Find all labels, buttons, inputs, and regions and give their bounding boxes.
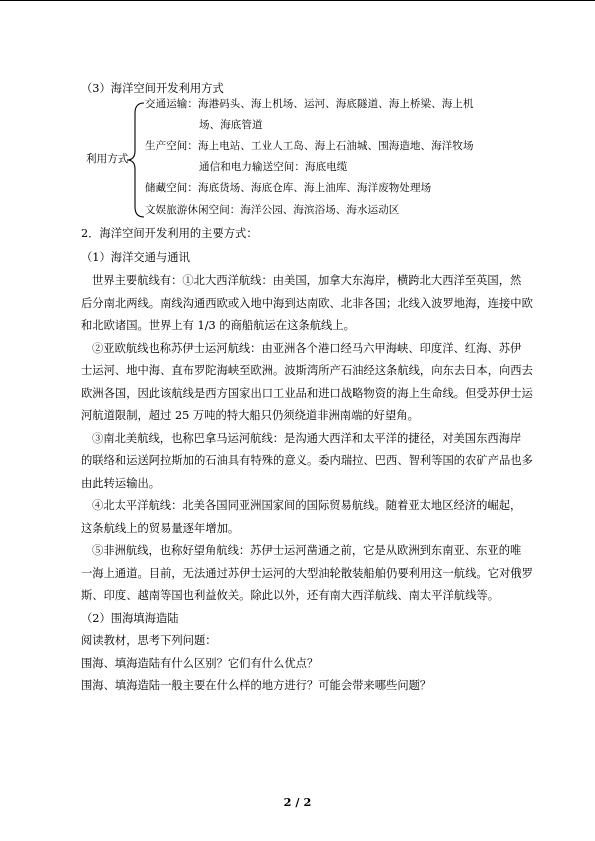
para1-line3: 和北欧诸国。世界上有 1/3 的商船航运在这条航线上。	[81, 319, 355, 332]
para3-line1: ③南北美航线，也称巴拿马运河航线：是沟通大西洋和太平洋的捷径，对美国东西海岸	[92, 432, 522, 445]
diagram-row-communication: 通信和电力输送空间：海底电缆	[199, 161, 348, 173]
para5-line2: 一海上通道。目前，无法通过苏伊士运河的大型油轮散装船舶仍要利用这一航线。它对俄罗	[81, 567, 533, 580]
para3-line3: 由此转运输出。	[81, 477, 161, 490]
subheading-2: （2）围海填海造陆	[81, 612, 179, 625]
para1-line1: 世界主要航线有：①北大西洋航线：由美国，加拿大东海岸，横跨北大西洋至英国，然	[92, 274, 522, 287]
heading-2: 2．海洋空间开发利用的主要方式：	[81, 227, 258, 240]
page-number: 2 / 2	[283, 795, 312, 809]
para2-line2: 士运河、地中海、直布罗陀海峡至欧洲。波斯湾所产石油经这条航线，向东去日本，向西去	[81, 364, 533, 377]
header-rule	[0, 0, 595, 1]
para5-line1: ⑤非洲航线，也称好望角航线：苏伊士运河凿通之前，它是从欧洲到东南亚、东亚的唯	[92, 544, 522, 557]
question-1: 围海、填海造陆有什么区别？它们有什么优点？	[81, 657, 319, 670]
subheading-1: （1）海洋交通与通讯	[81, 251, 190, 264]
diagram-row-storage: 储藏空间：海底货场、海底仓库、海上油库、海洋废物处理场	[145, 182, 432, 194]
para3-line2: 的联络和运送阿拉斯加的石油具有特殊的意义。委内瑞拉、巴西、智利等国的农矿产品也多	[81, 454, 533, 467]
question-2: 围海、填海造陆一般主要在什么样的地方进行？可能会带来哪些问题？	[81, 679, 432, 692]
diagram-row-transport: 交通运输：海港码头、海上机场、运河、海底隧道、海上桥梁、海上机	[145, 98, 474, 110]
diagram-row-transport-cont: 场、海底管道	[199, 119, 263, 131]
diagram-brace	[126, 101, 146, 219]
para1-line2: 后分南北两线。南线沟通西欧或入地中海到达南欧、北非各国；北线入波罗地海，连接中欧	[81, 297, 533, 310]
para4-line2: 这条航线上的贸易量逐年增加。	[81, 522, 240, 535]
diagram-left-label: 利用方式	[86, 153, 129, 165]
para5-line3: 斯、印度、越南等国也利益攸关。除此以外，还有南大西洋航线、南太平洋航线等。	[81, 589, 499, 602]
para2-line3: 欧洲各国，因此该航线是西方国家出口工业品和进口战略物资的海上生命线。但受苏伊士运	[81, 387, 533, 400]
question-intro: 阅读教材，思考下列问题：	[81, 634, 217, 647]
para2-line1: ②亚欧航线也称苏伊士运河航线：由亚洲各个港口经马六甲海峡、印度洋、红海、苏伊	[92, 342, 522, 355]
para2-line4: 河航道限制，超过 25 万吨的特大船只仍须绕道非洲南端的好望角。	[81, 409, 419, 422]
para4-line1: ④北太平洋航线：北美各国同亚洲国家间的国际贸易航线。随着亚太地区经济的崛起，	[92, 499, 522, 512]
diagram-row-leisure: 文娱旅游休闲空间：海洋公园、海滨浴场、海水运动区	[145, 204, 400, 216]
section3-title: （3）海洋空间开发利用方式	[81, 82, 224, 95]
diagram-row-production: 生产空间：海上电站、工业人工岛、海上石油城、围海造地、海洋牧场	[145, 140, 474, 152]
